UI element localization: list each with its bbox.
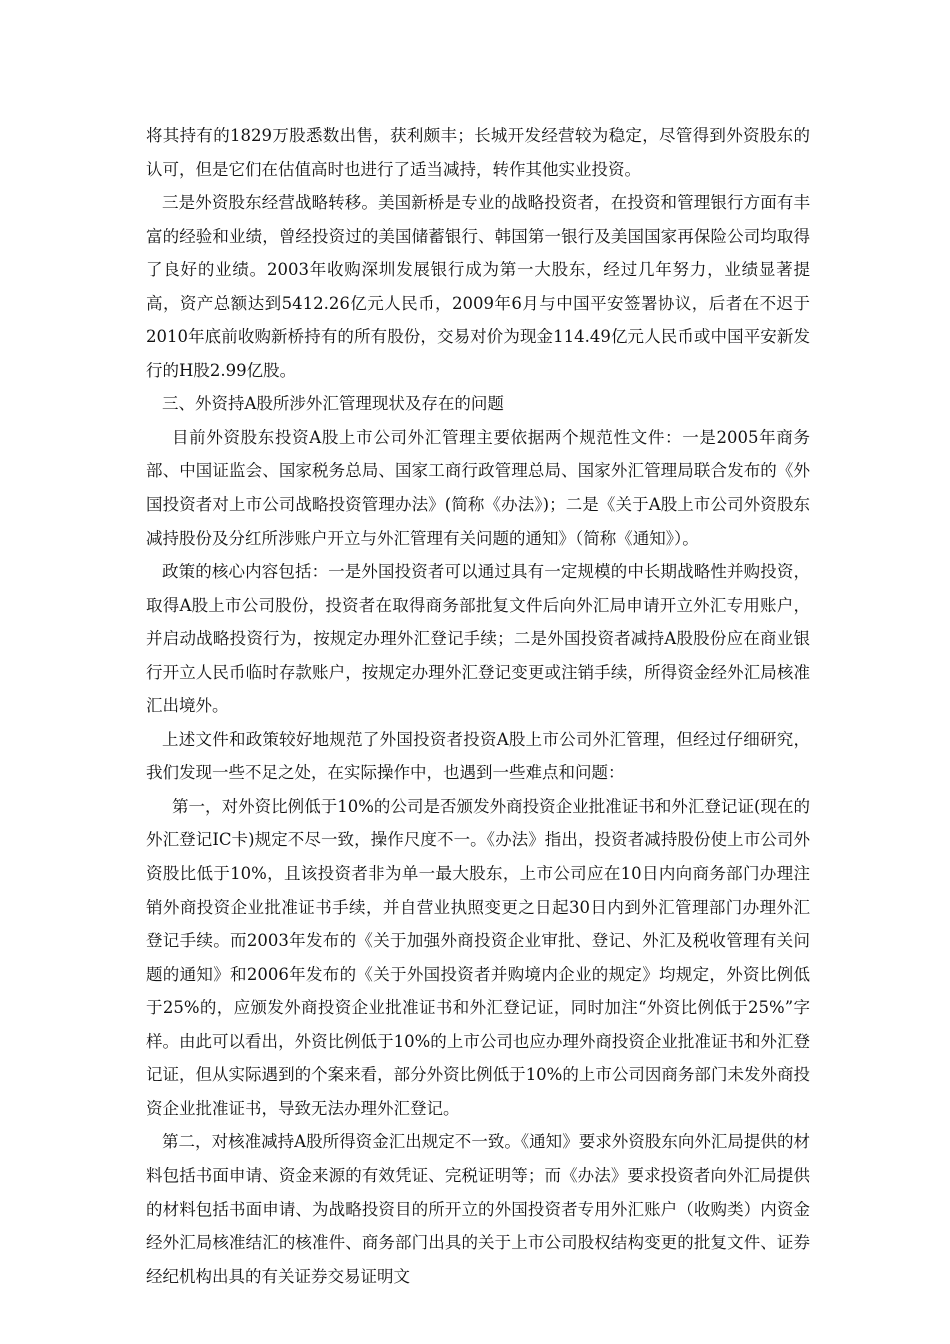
paragraph-regulatory-basis: 目前外资股东投资A股上市公司外汇管理主要依据两个规范性文件：一是2005年商务部、中国证监会、国家税务总局、国家工商行政管理总局、国家外汇管理局联合发布的《外国投资者对上市公司战略投资管理办法》(简称《办法》)；二是《关于A股上市公司外资股东减持股份及分红所涉账户开立与外汇管理有关问题的通知》（简称《通知》）。: [146, 427, 810, 548]
paragraph-issue-first: 第一，对外资比例低于10%的公司是否颁发外商投资企业批准证书和外汇登记证(现在的外汇登记IC卡)规定不尽一致，操作尺度不一。《办法》指出，投资者减持股份使上市公司外资股比低于10%，且该投资者非为单一最大股东，上市公司应在10日内向商务部门办理注销外商投资企业批准证书手续，并自营业执照变更之日起30日内到外汇管理部门办理外汇登记手续。而2003年发布的《关于加强外商投资企业审批、登记、外汇及税收管理有关问题的通知》和2006年发布的《关于外国投资者并购境内企业的规定》均规定，外资比例低于25%的，应颁发外商投资企业批准证书和外汇登记证，同时加注“外资比例低于25%”字样。由此可以看出，外资比例低于10%的上市公司也应办理外商投资企业批准证书和外汇登记证，但从实际遇到的个案来看，部分外资比例低于10%的上市公司因商务部门未发外商投资企业批准证书，导致无法办理外汇登记。: [146, 796, 810, 1118]
document-body: [146, 119, 810, 1293]
paragraph-issue-second: 第二，对核准减持A股所得资金汇出规定不一致。《通知》要求外资股东向外汇局提供的材料包括书面申请、资金来源的有效凭证、完税证明等；而《办法》要求投资者向外汇局提供的材料包括书面申请、为战略投资目的所开立的外国投资者专用外汇账户（收购类）内资金经外汇局核准结汇的核准件、商务部门出具的关于上市公司股权结构变更的批复文件、证券经纪机构出具的有关证券交易证明文: [146, 1132, 810, 1286]
section-heading-3: 三、外资持A股所涉外汇管理现状及存在的问题: [162, 394, 504, 414]
paragraph-strategy-shift: 三是外资股东经营战略转移。美国新桥是专业的战略投资者，在投资和管理银行方面有丰富的经验和业绩，曾经投资过的美国储蓄银行、韩国第一银行及美国国家再保险公司均取得了良好的业绩。2003年收购深圳发展银行成为第一大股东，经过几年努力，业绩显著提高，资产总额达到5412.26亿元人民币，2009年6月与中国平安签署协议，后者在不迟于2010年底前收购新桥持有的所有股份，交易对价为现金114.49亿元人民币或中国平安新发行的H股2.99亿股。: [146, 193, 810, 380]
paragraph-policy-core: 政策的核心内容包括：一是外国投资者可以通过具有一定规模的中长期战略性并购投资，取得A股上市公司股份，投资者在取得商务部批复文件后向外汇局申请开立外汇专用账户，并启动战略投资行为，按规定办理外汇登记手续；二是外国投资者减持A股股份应在商业银行开立人民币临时存款账户，按规定办理外汇登记变更或注销手续，所得资金经外汇局核准汇出境外。: [146, 562, 810, 716]
paragraph-continuation: 将其持有的1829万股悉数出售，获利颇丰；长城开发经营较为稳定，尽管得到外资股东的认可，但是它们在估值高时也进行了适当减持，转作其他实业投资。: [146, 126, 810, 179]
paragraph-issues-intro: 上述文件和政策较好地规范了外国投资者投资A股上市公司外汇管理，但经过仔细研究，我们发现一些不足之处，在实际操作中，也遇到一些难点和问题：: [146, 729, 810, 783]
